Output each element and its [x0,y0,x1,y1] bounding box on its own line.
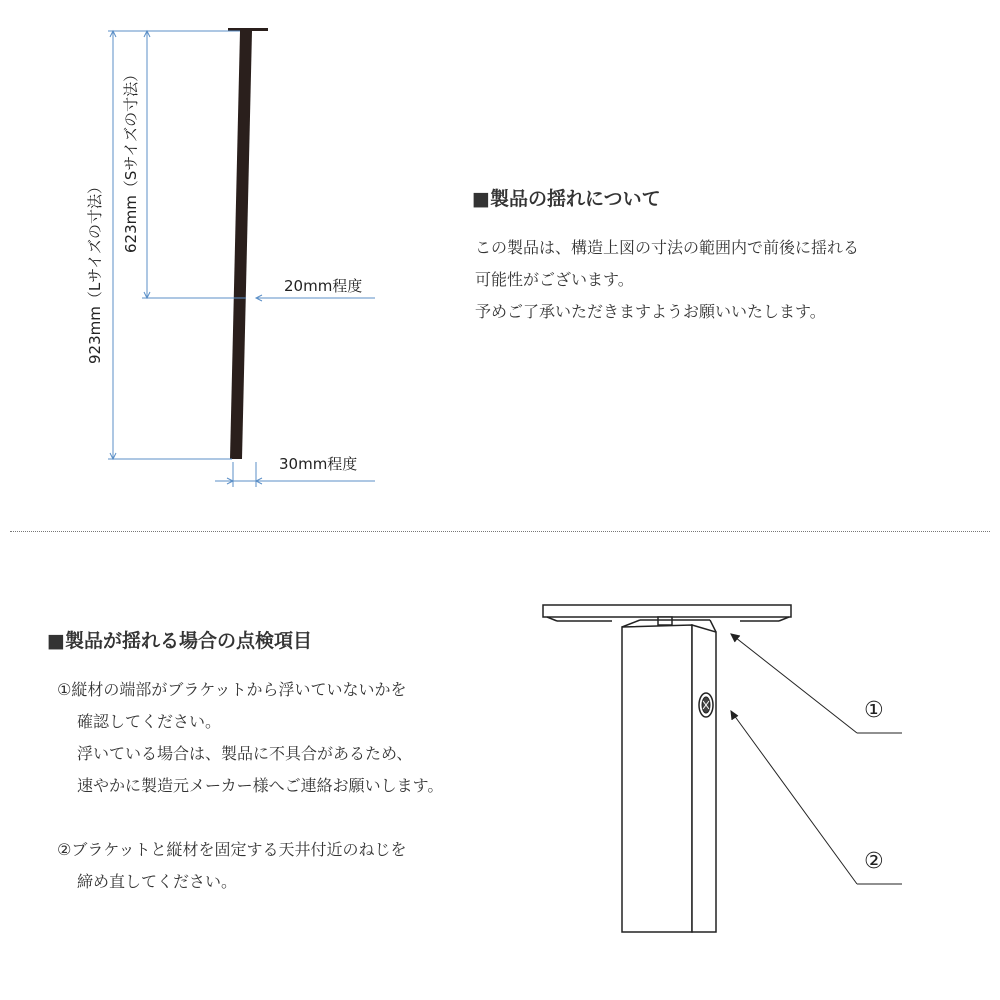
s-size-label: 623mm（Sサイズの寸法） [122,66,140,253]
l-size-label: 923mm（Lサイズの寸法） [86,178,104,364]
20mm-label: 20mm程度 [284,277,363,295]
callout-1-label: ① [864,698,884,723]
sway-line-1: この製品は、構造上図の寸法の範囲内で前後に揺れる [475,238,860,257]
callout-2-label: ② [864,849,884,874]
inspection-heading: ■製品が揺れる場合の点検項目 [47,630,312,652]
sway-line-2: 可能性がございます。 [475,270,634,289]
item1-line-1: ①縦材の端部がブラケットから浮いていないかを [57,680,407,699]
screw-icon [699,693,713,717]
30mm-label: 30mm程度 [279,455,358,473]
item1-line-3: 浮いている場合は、製品に不具合があるため、 [77,744,413,763]
vertical-post [622,620,716,932]
item1-line-2: 確認してください。 [77,712,222,731]
bracket-connector [658,617,672,625]
item2-line-2: 締め直してください。 [77,872,238,891]
sway-line-3: 予めご了承いただきますようお願いいたします。 [475,302,826,321]
item2-line-1: ②ブラケットと縦材を固定する天井付近のねじを [57,840,407,859]
item1-line-4: 速やかに製造元メーカー様へご連絡お願いします。 [77,776,444,795]
sway-heading: ■製品の揺れについて [472,188,661,210]
